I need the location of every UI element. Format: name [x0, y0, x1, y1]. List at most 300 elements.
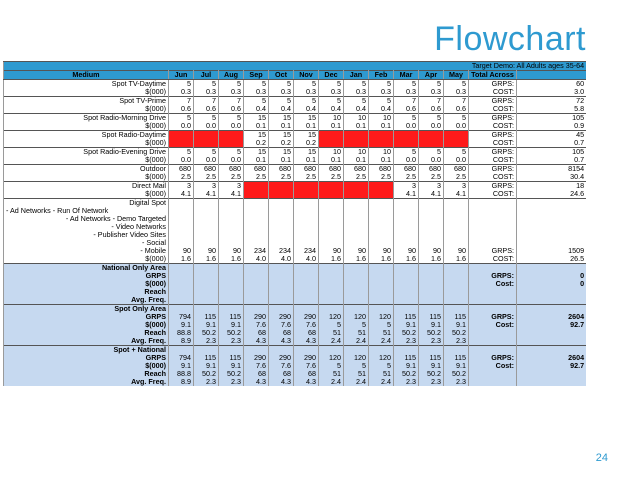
total-label: [469, 264, 517, 273]
month-cell: 10: [369, 148, 394, 157]
month-cell: [369, 288, 394, 296]
table-row: [4, 190, 587, 199]
total-value: [517, 199, 587, 208]
month-cell: [294, 305, 319, 314]
month-cell: 4.3: [269, 378, 294, 386]
month-cell: [344, 139, 369, 148]
row-label: $(000): [4, 88, 169, 97]
total-label: Cost:: [469, 362, 517, 370]
header-cell: Aug: [219, 71, 244, 80]
month-cell: 794: [169, 354, 194, 362]
month-cell: [294, 239, 319, 247]
total-value: 0.7: [517, 139, 587, 148]
month-cell: [419, 280, 444, 288]
month-cell: 2.5: [194, 173, 219, 182]
month-cell: 7.6: [269, 362, 294, 370]
total-label: COST:: [469, 139, 517, 148]
month-cell: [169, 131, 194, 140]
month-cell: [444, 131, 469, 140]
month-cell: 0.4: [244, 105, 269, 114]
month-cell: 5: [169, 148, 194, 157]
row-label: - Ad Networks - Run Of Network: [4, 207, 169, 215]
month-cell: 90: [394, 247, 419, 255]
month-cell: [444, 139, 469, 148]
month-cell: [219, 272, 244, 280]
month-cell: 5: [394, 80, 419, 89]
month-cell: [244, 239, 269, 247]
month-cell: 0.3: [169, 88, 194, 97]
month-cell: [294, 215, 319, 223]
month-cell: 5: [369, 80, 394, 89]
month-cell: 2.3: [194, 337, 219, 346]
month-cell: 0.1: [244, 122, 269, 131]
header-cell: Feb: [369, 71, 394, 80]
month-cell: 7: [169, 97, 194, 106]
month-cell: 51: [369, 329, 394, 337]
month-cell: [344, 239, 369, 247]
month-cell: 1.6: [444, 255, 469, 264]
month-cell: 0.4: [319, 105, 344, 114]
row-label: Spot Radio-Daytime: [4, 131, 169, 140]
row-label: $(000): [4, 190, 169, 199]
month-cell: [319, 199, 344, 208]
total-value: [517, 329, 587, 337]
month-cell: 0.1: [244, 156, 269, 165]
header-cell: [517, 71, 587, 80]
month-cell: [344, 272, 369, 280]
month-cell: 8.9: [169, 337, 194, 346]
month-cell: [194, 296, 219, 305]
month-cell: 0.0: [419, 156, 444, 165]
month-cell: 68: [269, 329, 294, 337]
month-cell: [394, 239, 419, 247]
month-cell: 9.1: [444, 321, 469, 329]
month-cell: [419, 288, 444, 296]
month-cell: [294, 264, 319, 273]
month-cell: 3: [194, 182, 219, 191]
month-cell: 115: [394, 354, 419, 362]
month-cell: [444, 272, 469, 280]
month-cell: [269, 305, 294, 314]
month-cell: 5: [419, 80, 444, 89]
month-cell: [319, 182, 344, 191]
month-cell: 5: [319, 97, 344, 106]
month-cell: 1.6: [344, 255, 369, 264]
table-row: [4, 165, 587, 174]
month-cell: [219, 264, 244, 273]
month-cell: 0.3: [444, 88, 469, 97]
month-cell: 4.0: [269, 255, 294, 264]
total-value: 0: [517, 280, 587, 288]
month-cell: 0.3: [269, 88, 294, 97]
month-cell: 680: [444, 165, 469, 174]
total-value: [517, 239, 587, 247]
month-cell: [194, 264, 219, 273]
header-cell: Total Across: [469, 71, 517, 80]
month-cell: 2.5: [369, 173, 394, 182]
month-cell: [169, 305, 194, 314]
month-cell: [319, 215, 344, 223]
month-cell: 0.4: [344, 105, 369, 114]
month-cell: 1.6: [369, 255, 394, 264]
month-cell: [194, 346, 219, 355]
month-cell: 50.2: [444, 329, 469, 337]
total-label: GRPS:: [469, 165, 517, 174]
total-value: [517, 223, 587, 231]
month-cell: [394, 199, 419, 208]
month-cell: [269, 190, 294, 199]
month-cell: [394, 231, 419, 239]
month-cell: 0.1: [319, 156, 344, 165]
month-cell: [369, 199, 394, 208]
month-cell: [394, 305, 419, 314]
month-cell: 2.3: [394, 337, 419, 346]
month-cell: [394, 288, 419, 296]
month-cell: [294, 190, 319, 199]
month-cell: [194, 215, 219, 223]
month-cell: [269, 239, 294, 247]
total-value: 18: [517, 182, 587, 191]
month-cell: [269, 280, 294, 288]
month-cell: 50.2: [194, 370, 219, 378]
table-row: [4, 255, 587, 264]
total-label: GRPS:: [469, 80, 517, 89]
month-cell: 9.1: [219, 321, 244, 329]
month-cell: 2.4: [344, 378, 369, 386]
total-label: GRPS:: [469, 247, 517, 255]
month-cell: 2.4: [369, 378, 394, 386]
month-cell: 15: [294, 148, 319, 157]
slide-title: Flowchart: [434, 20, 586, 58]
month-cell: [419, 264, 444, 273]
month-cell: 680: [194, 165, 219, 174]
month-cell: 0.0: [394, 156, 419, 165]
month-cell: 0.2: [269, 139, 294, 148]
month-cell: 2.5: [244, 173, 269, 182]
month-cell: 290: [244, 354, 269, 362]
month-cell: 9.1: [194, 321, 219, 329]
month-cell: 68: [244, 370, 269, 378]
table-row: [4, 264, 587, 273]
month-cell: [219, 223, 244, 231]
row-label: Digital Spot: [4, 199, 169, 208]
month-cell: 0.3: [419, 88, 444, 97]
month-cell: [169, 199, 194, 208]
month-cell: 4.0: [294, 255, 319, 264]
month-cell: 8.9: [169, 378, 194, 386]
total-value: 26.5: [517, 255, 587, 264]
month-cell: [219, 131, 244, 140]
month-cell: [419, 346, 444, 355]
month-cell: [444, 280, 469, 288]
month-cell: [394, 272, 419, 280]
month-cell: [219, 280, 244, 288]
month-cell: [269, 272, 294, 280]
total-value: 5.8: [517, 105, 587, 114]
month-cell: 5: [344, 80, 369, 89]
month-cell: 0.0: [219, 122, 244, 131]
total-label: COST:: [469, 88, 517, 97]
month-cell: [344, 264, 369, 273]
row-label: Spot Radio-Morning Drive: [4, 114, 169, 123]
month-cell: 90: [194, 247, 219, 255]
month-cell: [419, 215, 444, 223]
month-cell: 680: [244, 165, 269, 174]
month-cell: [369, 182, 394, 191]
month-cell: 2.4: [319, 337, 344, 346]
month-cell: 115: [194, 354, 219, 362]
month-cell: [419, 239, 444, 247]
table-row: [4, 80, 587, 89]
table-row: [4, 296, 587, 305]
total-label: GRPS:: [469, 354, 517, 362]
month-cell: 5: [294, 97, 319, 106]
month-cell: 0.0: [219, 156, 244, 165]
month-cell: 5: [194, 148, 219, 157]
month-cell: [319, 280, 344, 288]
row-label: $(000): [4, 156, 169, 165]
header-cell: Jun: [169, 71, 194, 80]
total-label: [469, 296, 517, 305]
month-cell: 15: [244, 131, 269, 140]
month-cell: [344, 280, 369, 288]
month-cell: 50.2: [219, 370, 244, 378]
month-cell: 88.8: [169, 370, 194, 378]
total-label: [469, 207, 517, 215]
month-cell: 5: [319, 80, 344, 89]
month-cell: [244, 215, 269, 223]
month-cell: 5: [219, 148, 244, 157]
month-cell: 5: [219, 80, 244, 89]
month-cell: [269, 231, 294, 239]
month-cell: 0.1: [369, 156, 394, 165]
month-cell: 9.1: [169, 321, 194, 329]
month-cell: 5: [444, 148, 469, 157]
month-cell: 4.3: [294, 378, 319, 386]
month-cell: 680: [169, 165, 194, 174]
month-cell: 4.1: [219, 190, 244, 199]
demo-row: [4, 62, 587, 71]
month-cell: 2.4: [319, 378, 344, 386]
table-row: [4, 105, 587, 114]
month-cell: 10: [319, 148, 344, 157]
month-cell: [294, 346, 319, 355]
month-cell: [369, 223, 394, 231]
month-cell: 15: [269, 131, 294, 140]
total-label: COST:: [469, 122, 517, 131]
row-label: GRPS: [4, 313, 169, 321]
month-cell: 0.4: [294, 105, 319, 114]
month-cell: 3: [394, 182, 419, 191]
total-label: [469, 223, 517, 231]
month-cell: 9.1: [444, 362, 469, 370]
month-cell: 51: [319, 370, 344, 378]
month-cell: 5: [394, 114, 419, 123]
month-cell: [444, 231, 469, 239]
row-label: $(000): [4, 139, 169, 148]
month-cell: [244, 207, 269, 215]
month-cell: 0.1: [344, 156, 369, 165]
total-label: COST:: [469, 173, 517, 182]
total-value: 8154: [517, 165, 587, 174]
month-cell: [444, 207, 469, 215]
month-cell: 1.6: [194, 255, 219, 264]
month-cell: [169, 296, 194, 305]
month-cell: [294, 288, 319, 296]
row-label: GRPS: [4, 354, 169, 362]
total-label: [469, 288, 517, 296]
total-value: [517, 370, 587, 378]
month-cell: 115: [219, 313, 244, 321]
month-cell: 0.1: [294, 122, 319, 131]
month-cell: 0.3: [219, 88, 244, 97]
month-cell: [394, 223, 419, 231]
month-cell: 2.5: [269, 173, 294, 182]
month-cell: 115: [219, 354, 244, 362]
month-cell: [419, 207, 444, 215]
month-cell: [319, 131, 344, 140]
month-cell: 2.5: [394, 173, 419, 182]
total-value: 0.7: [517, 156, 587, 165]
month-cell: 50.2: [394, 329, 419, 337]
row-label: Reach: [4, 370, 169, 378]
month-cell: 15: [294, 131, 319, 140]
month-cell: [394, 296, 419, 305]
total-label: [469, 370, 517, 378]
month-cell: 0.3: [394, 88, 419, 97]
month-cell: [444, 264, 469, 273]
table-row: [4, 346, 587, 355]
month-cell: [344, 199, 369, 208]
header-cell: Jul: [194, 71, 219, 80]
month-cell: 10: [344, 114, 369, 123]
month-cell: [344, 346, 369, 355]
table-row: [4, 329, 587, 337]
row-label: $(000): [4, 105, 169, 114]
month-cell: 7.6: [244, 362, 269, 370]
total-label: GRPS:: [469, 97, 517, 106]
month-cell: 0.3: [294, 88, 319, 97]
total-value: [517, 296, 587, 305]
month-cell: [269, 207, 294, 215]
total-label: GRPS:: [469, 131, 517, 140]
month-cell: 1.6: [419, 255, 444, 264]
month-cell: 7.6: [294, 362, 319, 370]
month-cell: 90: [344, 247, 369, 255]
month-cell: 4.3: [269, 337, 294, 346]
month-cell: 5: [269, 97, 294, 106]
month-cell: [294, 223, 319, 231]
month-cell: 2.3: [219, 378, 244, 386]
month-cell: [219, 239, 244, 247]
month-cell: 90: [419, 247, 444, 255]
month-cell: [444, 305, 469, 314]
month-cell: [244, 288, 269, 296]
month-cell: [244, 231, 269, 239]
month-cell: 15: [269, 114, 294, 123]
month-cell: [394, 131, 419, 140]
month-cell: [369, 272, 394, 280]
month-cell: 5: [344, 321, 369, 329]
total-value: 72: [517, 97, 587, 106]
month-cell: 7: [444, 97, 469, 106]
month-cell: 4.3: [244, 378, 269, 386]
total-label: COST:: [469, 156, 517, 165]
month-cell: [319, 231, 344, 239]
row-label: Spot + National: [4, 346, 169, 355]
month-cell: [319, 207, 344, 215]
total-value: [517, 231, 587, 239]
total-label: Cost:: [469, 321, 517, 329]
table-row: [4, 313, 587, 321]
month-cell: 5: [369, 97, 394, 106]
month-cell: 5: [294, 80, 319, 89]
month-cell: [444, 215, 469, 223]
month-cell: [369, 131, 394, 140]
month-cell: [294, 207, 319, 215]
month-cell: [169, 272, 194, 280]
row-label: - Social: [4, 239, 169, 247]
month-cell: 4.0: [244, 255, 269, 264]
month-cell: [344, 305, 369, 314]
month-cell: [169, 264, 194, 273]
header-cell: Nov: [294, 71, 319, 80]
month-cell: 90: [219, 247, 244, 255]
month-cell: [169, 223, 194, 231]
month-cell: [169, 346, 194, 355]
month-cell: 2.5: [419, 173, 444, 182]
month-cell: 15: [244, 148, 269, 157]
month-cell: 15: [269, 148, 294, 157]
month-cell: [419, 199, 444, 208]
month-cell: 5: [369, 321, 394, 329]
month-cell: [244, 264, 269, 273]
table-row: [4, 247, 587, 255]
month-cell: [194, 223, 219, 231]
flowchart-sheet: [3, 61, 586, 443]
total-value: 92.7: [517, 321, 587, 329]
target-demo: Target Demo: All Adults ages 35-64: [4, 62, 587, 71]
table-row: [4, 97, 587, 106]
month-cell: 7.6: [294, 321, 319, 329]
total-label: COST:: [469, 190, 517, 199]
table-row: [4, 148, 587, 157]
month-cell: 290: [269, 354, 294, 362]
table-row: [4, 156, 587, 165]
month-cell: [294, 272, 319, 280]
month-cell: 10: [319, 114, 344, 123]
month-cell: [244, 305, 269, 314]
month-cell: 7: [419, 97, 444, 106]
month-cell: 0.1: [319, 122, 344, 131]
table-row: [4, 288, 587, 296]
month-cell: 4.1: [169, 190, 194, 199]
month-cell: [344, 190, 369, 199]
row-label: Reach: [4, 288, 169, 296]
month-cell: [169, 207, 194, 215]
month-cell: [444, 296, 469, 305]
month-cell: [169, 288, 194, 296]
month-cell: 9.1: [219, 362, 244, 370]
row-label: GRPS: [4, 272, 169, 280]
month-cell: 68: [294, 370, 319, 378]
month-cell: 4.1: [194, 190, 219, 199]
month-cell: 0.6: [394, 105, 419, 114]
month-cell: 2.3: [419, 337, 444, 346]
month-cell: [219, 139, 244, 148]
row-label: Spot Radio-Evening Drive: [4, 148, 169, 157]
month-cell: [219, 296, 244, 305]
